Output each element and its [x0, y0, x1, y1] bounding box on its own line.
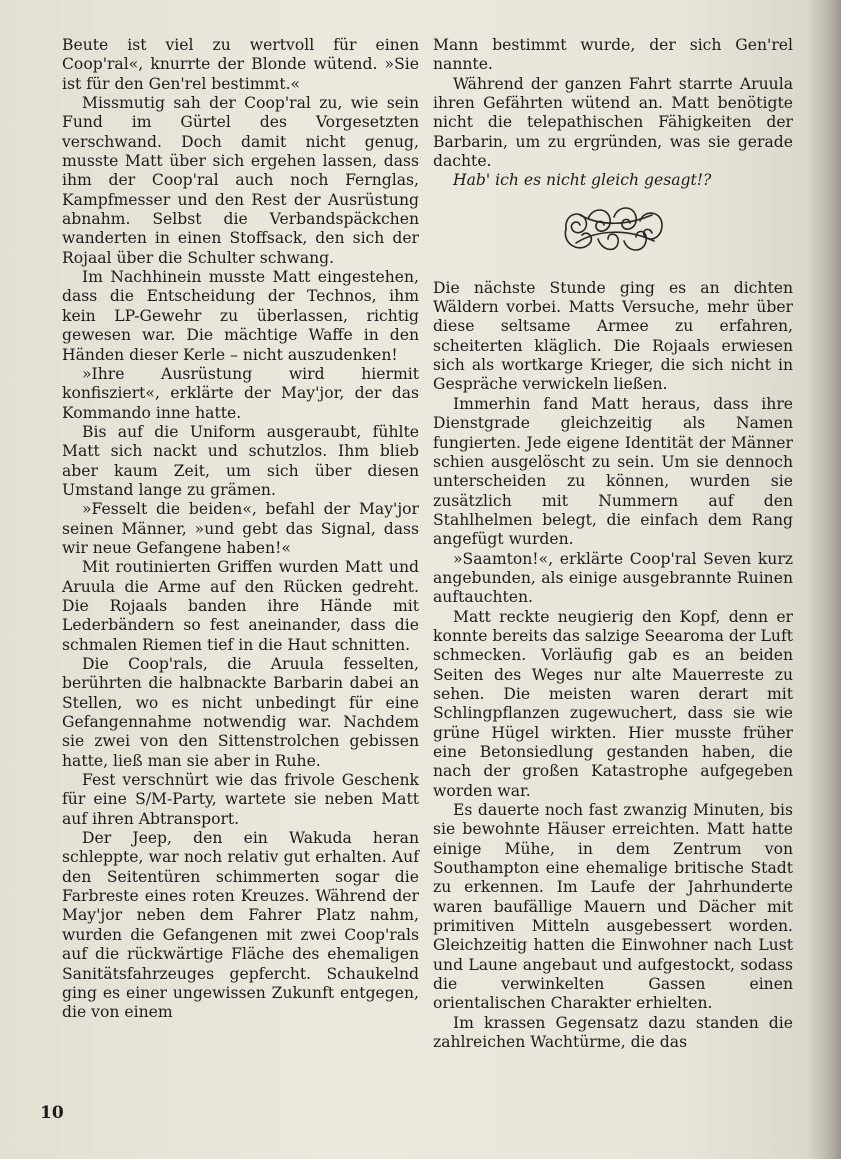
- paragraph: »Fesselt die beiden«, befahl der May'jor seinen Männer, »und gebt das Signal, dass wir neue Gefangene haben!«: [62, 500, 419, 557]
- paragraph: Beute ist viel zu wertvoll für einen Coop'ral«, knurrte der Blonde wütend. »Sie ist für den Gen'rel bestimmt.«: [62, 36, 419, 93]
- scroll-flourish-icon: [558, 199, 668, 261]
- paragraph: Im krassen Gegensatz dazu standen die zahlreichen Wachtürme, die das: [433, 1013, 793, 1052]
- paragraph: Die nächste Stunde ging es an dichten Wäldern vorbei. Matts Versuche, mehr über diese seltsame Armee zu erfahren, scheiterten kläglich. Die Rojaals erwiesen sich als wortkarge Krieger, die sich nicht in Gespräche verwickeln ließen.: [433, 278, 793, 394]
- right-column: [433, 36, 793, 1053]
- thought-line: Hab' ich es nicht gleich gesagt!?: [453, 171, 712, 190]
- paragraph: Fest verschnürt wie das frivole Geschenk für eine S/M-Party, wartete sie neben Matt auf ihren Abtransport.: [62, 771, 419, 828]
- binding-shadow: [807, 0, 841, 1159]
- paragraph: Der Jeep, den ein Wakuda heran schleppte, war noch relativ gut erhalten. Auf den Seitentüren schimmerten sogar die Farbreste eines roten Kreuzes. Während der May'jor neben dem Fahrer Platz nahm, wurden die Gefangenen mit zwei Coop'rals auf die rückwärtige Fläche des ehemaligen Sanitätsfahrzeuges gepfercht. Schaukelnd ging es einer ungewissen Zukunft entgegen, die von einem: [62, 829, 419, 1022]
- paragraph: Die Coop'rals, die Aruula fesselten, berührten die halbnackte Barbarin dabei an Stellen, wo es nicht unbedingt für eine Gefangennahme notwendig war. Nachdem sie zwei von den Sittenstrolchen gebissen hatte, ließ man sie aber in Ruhe.: [62, 655, 419, 770]
- paragraph: »Saamton!«, erklärte Coop'ral Seven kurz angebunden, als einige ausgebrannte Ruinen auftauchten.: [433, 549, 793, 607]
- paragraph: Bis auf die Uniform ausgeraubt, fühlte Matt sich nackt und schutzlos. Ihm blieb aber kaum Zeit, um sich über diesen Umstand lange zu grämen.: [62, 422, 419, 499]
- paragraph: Mit routinierten Griffen wurden Matt und Aruula die Arme auf den Rücken gedreht. Die Rojaals banden ihre Hände mit Lederbändern so fest aneinander, dass die schmalen Riemen tief in die Haut schnitten.: [62, 558, 419, 654]
- paragraph: Immerhin fand Matt heraus, dass ihre Dienstgrade gleichzeitig als Namen fungierten. Jede eigene Identität der Männer schien ausgelöscht zu sein. Um sie dennoch unterscheiden zu können, wurden sie zusätzlich mit Nummern auf den Stahlhelmen belegt, die einfach dem Rang angefügt wurden.: [433, 394, 793, 549]
- paragraph: Matt reckte neugierig den Kopf, denn er konnte bereits das salzige Seearoma der Luft schmecken. Vorläufig gab es an beiden Seiten des Weges nur alte Mauerreste zu sehen. Die meisten waren derart mit Schlingpflanzen zugewuchert, dass sie wie grüne Hügel wirkten. Hier musste früher eine Betonsiedlung gestanden haben, die nach der großen Katastrophe aufgegeben worden war.: [433, 607, 793, 800]
- left-column: [62, 36, 419, 1023]
- paragraph: Im Nachhinein musste Matt eingestehen, dass die Entscheidung der Technos, ihm kein LP-Gewehr zu überlassen, richtig gewesen war. Die mächtige Waffe in den Händen dieser Kerle – nicht auszudenken!: [62, 268, 419, 364]
- paragraph: »Ihre Ausrüstung wird hiermit konfisziert«, erklärte der May'jor, der das Kommando inne hatte.: [62, 364, 419, 422]
- paragraph: Missmutig sah der Coop'ral zu, wie sein Fund im Gürtel des Vorgesetzten verschwand. Doch damit nicht genug, musste Matt über sich ergehen lassen, dass ihm der Coop'ral auch noch Fernglas, Kampfmesser und den Rest der Ausrüstung abnahm. Selbst die Verbandspäckchen wanderten in einen Stoffsack, den sich der Rojaal über die Schulter schwang.: [62, 94, 419, 267]
- paragraph: Es dauerte noch fast zwanzig Minuten, bis sie bewohnte Häuser erreichten. Matt hatte einige Mühe, in dem Zentrum von Southampton eine ehemalige britische Stadt zu erkennen. Im Laufe der Jahrhunderte waren baufällige Mauern und Dächer mit primitiven Mitteln ausgebessert worden. Gleichzeitig hatten die Einwohner nach Lust und Laune angebaut und aufgestockt, sodass die verwinkelten Gassen einen orientalischen Charakter erhielten.: [433, 801, 793, 1013]
- paragraph: Mann bestimmt wurde, der sich Gen'rel nannte.: [433, 36, 793, 74]
- page-number: 10: [40, 1103, 64, 1123]
- paragraph: Während der ganzen Fahrt starrte Aruula ihren Gefährten wütend an. Matt benötigte nicht die telepathischen Fähigkeiten der Barbarin, um zu ergründen, was sie gerade dachte.: [433, 74, 793, 171]
